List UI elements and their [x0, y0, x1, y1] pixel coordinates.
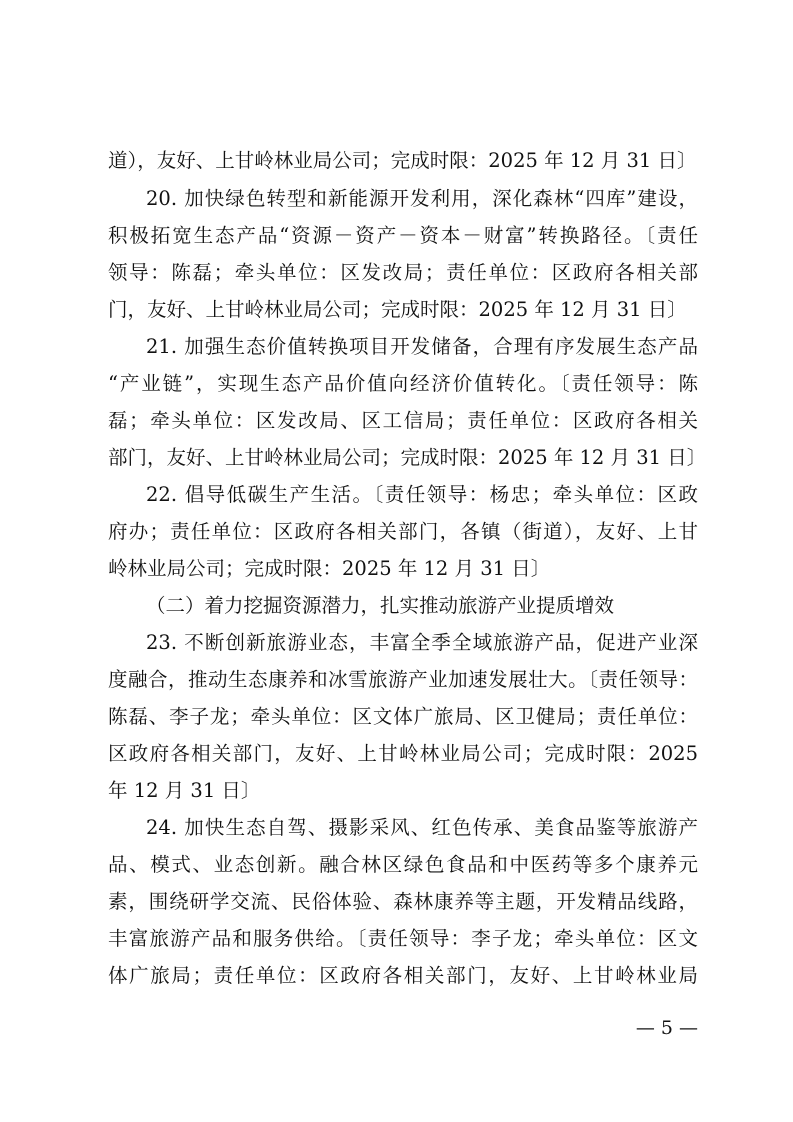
page-number: — 5 — [635, 1017, 698, 1039]
text-line: 陈磊、李子龙；牵头单位：区文体广旅局、区卫健局；责任单位： [108, 705, 698, 728]
text-line: 24. 加快生态自驾、摄影采风、红色传承、美食品鉴等旅游产 [146, 816, 698, 839]
text-line: 府办；责任单位：区政府各相关部门，各镇（街道），友好、上甘 [108, 520, 698, 543]
text-line: 年 12 月 31 日〕 [108, 779, 261, 802]
text-line: 部门，友好、上甘岭林业局公司；完成时限：2025 年 12 月 31 日〕 [108, 446, 707, 469]
section-heading: （二）着力挖掘资源潜力，扎实推动旅游产业提质增效 [146, 594, 615, 617]
text-line: 品、模式、业态创新。融合林区绿色食品和中医药等多个康养元 [108, 853, 698, 876]
text-line: 道），友好、上甘岭林业局公司；完成时限：2025 年 12 月 31 日〕 [108, 149, 697, 172]
text-line: 素，围绕研学交流、民俗体验、森林康养等主题，开发精品线路， [108, 890, 698, 913]
text-line: 20. 加快绿色转型和新能源开发利用，深化森林“四库”建设， [146, 187, 698, 210]
text-line: 领导：陈磊；牵头单位：区发改局；责任单位：区政府各相关部 [108, 261, 698, 284]
text-line: 积极拓宽生态产品“资源－资产－资本－财富”转换路径。〔责任 [108, 224, 698, 247]
text-line: 区政府各相关部门，友好、上甘岭林业局公司；完成时限：2025 [108, 742, 698, 765]
text-line: 度融合，推动生态康养和冰雪旅游产业加速发展壮大。〔责任领导： [108, 668, 698, 691]
text-line: 岭林业局公司；完成时限：2025 年 12 月 31 日〕 [108, 557, 551, 580]
text-line: “产业链”，实现生态产品价值向经济价值转化。〔责任领导：陈 [108, 372, 698, 395]
text-line: 22. 倡导低碳生产生活。〔责任领导：杨忠；牵头单位：区政 [146, 483, 698, 506]
text-line: 体广旅局；责任单位：区政府各相关部门，友好、上甘岭林业局 [108, 964, 698, 987]
text-line: 磊；牵头单位：区发改局、区工信局；责任单位：区政府各相关 [108, 409, 698, 432]
text-line: 门，友好、上甘岭林业局公司；完成时限：2025 年 12 月 31 日〕 [108, 298, 687, 321]
text-line: 21. 加强生态价值转换项目开发储备，合理有序发展生态产品 [146, 335, 698, 358]
text-line: 23. 不断创新旅游业态，丰富全季全域旅游产品，促进产业深 [146, 631, 698, 654]
text-line: 丰富旅游产品和服务供给。〔责任领导：李子龙；牵头单位：区文 [108, 927, 698, 950]
